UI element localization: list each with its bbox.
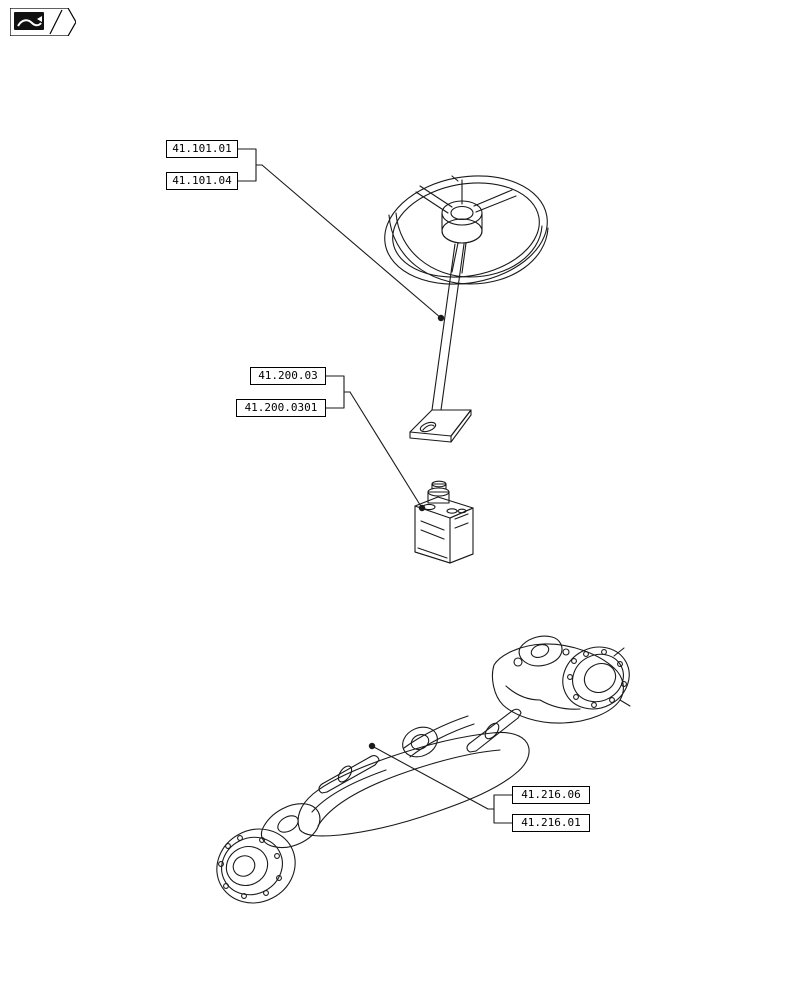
book-page-corner-logo <box>10 8 76 36</box>
leader-steering-valve <box>326 376 425 511</box>
ref-label-41-216-06[interactable]: 41.216.06 <box>512 786 590 804</box>
leader-steering-wheel <box>238 149 444 321</box>
ref-label-41-200-0301[interactable]: 41.200.0301 <box>236 399 326 417</box>
steering-valve-drawing <box>415 481 473 563</box>
steering-wheel-drawing <box>376 164 556 442</box>
ref-label-41-101-04[interactable]: 41.101.04 <box>166 172 238 190</box>
ref-label-41-216-01[interactable]: 41.216.01 <box>512 814 590 832</box>
front-axle-drawing <box>204 636 640 917</box>
leader-front-axle <box>369 743 512 823</box>
ref-label-41-101-01[interactable]: 41.101.01 <box>166 140 238 158</box>
ref-label-41-200-03[interactable]: 41.200.03 <box>250 367 326 385</box>
